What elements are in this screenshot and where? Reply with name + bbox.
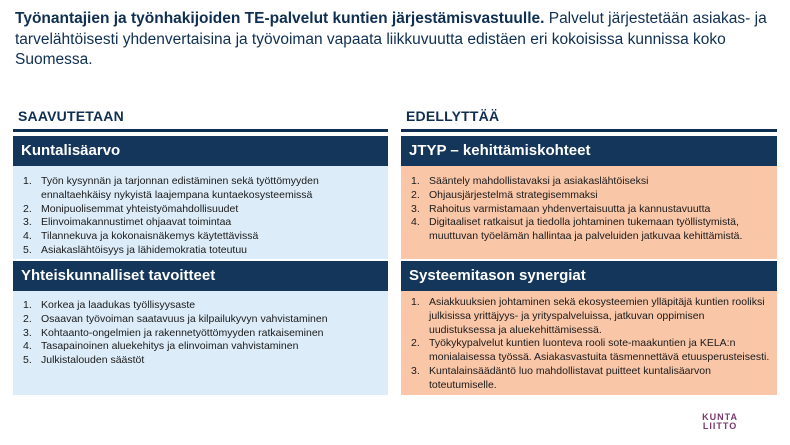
jtyp-list (407, 175, 771, 244)
list-item: Korkea ja laadukas työllisyysaste (41, 299, 196, 311)
list-item: Työn kysynnän ja tarjonnan edistäminen sekä työttömyyden ennaltaehkäisy nykyistä laajempana kuntaekosysteemissä (41, 175, 319, 201)
list-item: Ohjausjärjestelmä strategisemmaksi (429, 188, 598, 201)
list-item: Osaavan työvoiman saatavuus ja kilpailukyvyn vahvistaminen (41, 312, 328, 325)
jtyp-box (401, 166, 777, 259)
kuntalisaarvo-title: Kuntalisäarvo (13, 136, 388, 166)
list-item: Digitaaliset ratkaisut ja tiedolla johtaminen tukemaan työllistymistä, muuttuvan työelämän hallintaa ja palveluiden jatkuvaa kehittämistä. (429, 216, 743, 243)
right-heading-divider (401, 129, 777, 132)
yhteiskunnalliset-box (13, 291, 388, 395)
list-item: Sääntely mahdollistavaksi ja asiakaslähtöiseksi (429, 175, 649, 187)
logo-line-2: LIITTO (702, 421, 738, 431)
kuntalisaarvo-box (13, 166, 388, 259)
list-item: Asiakkuuksien johtaminen sekä ekosysteemien ylläpitäjä kuntien rooliksi julkisissa yrittäjyys- ja yrityspalveluissa, jatkuvan oppimisen uudistuksessa ja aluekehittämisessä. (429, 296, 765, 336)
kuntaliitto-logo (702, 413, 738, 431)
intro-rest: Palvelut järjestetään asiakas- ja tarvelähtöisesti yhdenvertaisina ja työvoiman vapaata liikkuvuutta edistäen eri kokoisissa kunnissa koko Suomessa. (15, 10, 767, 68)
list-item: Tasapainoinen aluekehitys ja elinvoiman vahvistaminen (41, 340, 299, 353)
right-column-heading: EDELLYTTÄÄ (406, 108, 500, 124)
list-item: Kuntalainsäädäntö luo mahdollistavat puitteet kuntalisäarvon toteutumiselle. (429, 364, 711, 391)
list-item: Elinvoimakannustimet ohjaavat toimintaa (41, 216, 232, 229)
intro-text (15, 9, 775, 71)
yhteiskunnalliset-title: Yhteiskunnalliset tavoitteet (13, 261, 388, 291)
synergiat-list (407, 296, 771, 393)
synergiat-title: Systeemitason synergiat (401, 261, 777, 291)
logo-line-1: KUNTA (702, 412, 738, 422)
list-item: Kohtaanto-ongelmien ja rakennetyöttömyyden ratkaiseminen (41, 326, 324, 339)
list-item: Työkykypalvelut kuntien luonteva rooli sote-maakuntien ja KELA:n monialaisessa työssä. Asiakasvastuita täsmennettävä etuusperusteisesti. (429, 337, 770, 364)
yhteiskunnalliset-list (19, 299, 382, 368)
left-column-heading: SAAVUTETAAN (18, 108, 124, 124)
jtyp-title: JTYP – kehittämiskohteet (401, 136, 777, 166)
intro-bold: Työnantajien ja työnhakijoiden TE-palvelut kuntien järjestämisvastuulle. (15, 10, 545, 27)
list-item: Asiakaslähtöisyys ja lähidemokratia toteutuu (41, 243, 248, 256)
list-item: Rahoitus varmistamaan yhdenvertaisuutta ja kannustavuutta (429, 202, 711, 215)
list-item: Monipuolisemmat yhteistyömahdollisuudet (41, 202, 239, 215)
synergiat-box (401, 291, 777, 395)
list-item: Julkistalouden säästöt (41, 354, 145, 367)
kuntalisaarvo-list (19, 175, 382, 258)
list-item: Tilannekuva ja kokonaisnäkemys käytettävissä (41, 230, 259, 243)
left-heading-divider (13, 129, 388, 132)
